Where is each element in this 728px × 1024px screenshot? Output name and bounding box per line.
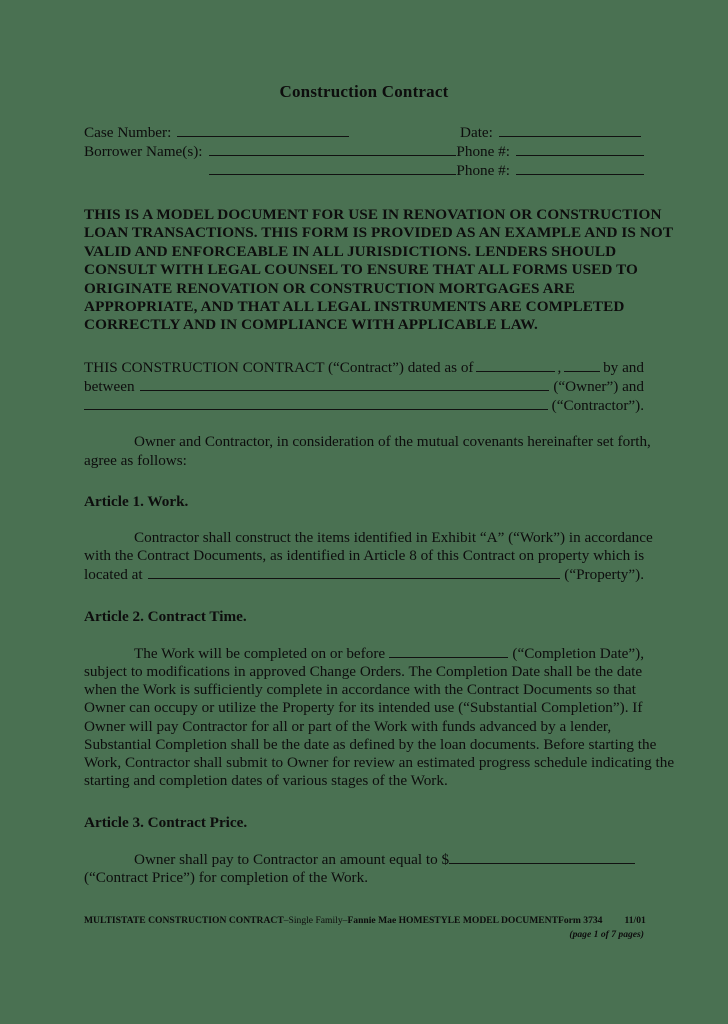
borrower-names-input-2[interactable]: [209, 161, 457, 175]
borrower-names-field-2[interactable]: [84, 161, 456, 180]
header-row-borrower-phone: [84, 142, 644, 161]
footer-title-part-2: Fannie Mae HOMESTYLE MODEL DOCUMENT: [347, 915, 558, 926]
article-2-line-1: [84, 644, 644, 663]
preamble-line-2: [84, 377, 644, 396]
date-label: Date:: [460, 124, 493, 141]
article-1-line-3: [84, 565, 644, 584]
phone-input-2[interactable]: [516, 161, 644, 175]
preamble-text-before: THIS CONSTRUCTION CONTRACT (“Contract”) dated as of: [84, 358, 474, 376]
contract-year-input[interactable]: [564, 358, 600, 372]
article-1-line-1: Contractor shall construct the items identified in Exhibit “A” (“Work”) in accordance: [134, 529, 653, 547]
completion-date-suffix: (“Completion Date”),: [512, 644, 644, 662]
article-2-heading: Article 2. Contract Time.: [84, 607, 247, 625]
page-footer: [84, 915, 644, 941]
article-2-line: Substantial Completion shall be the date as defined by the loan documents. Before starting the: [84, 735, 657, 753]
article-2-line: starting and completion dates of various stages of the Work.: [84, 772, 448, 790]
disclaimer-line: APPROPRIATE, AND THAT ALL LEGAL INSTRUMENTS ARE COMPLETED: [84, 298, 625, 316]
borrower-names-input[interactable]: [209, 142, 457, 156]
article-3-line-2: (“Contract Price”) for completion of the Work.: [84, 868, 369, 886]
page-title: Construction Contract: [279, 82, 449, 101]
owner-name-input[interactable]: [140, 377, 550, 391]
property-location-input[interactable]: [148, 565, 561, 579]
borrower-names-label: Borrower Name(s):: [84, 143, 203, 160]
article-2-line: Owner can occupy or utilize the Property for its intended use (“Substantial Completion”). If: [84, 699, 643, 717]
disclaimer-line: THIS IS A MODEL DOCUMENT FOR USE IN RENOVATION OR CONSTRUCTION: [84, 206, 662, 223]
article-1-line-2: with the Contract Documents, as identified in Article 8 of this Contract on property which is: [84, 547, 645, 565]
disclaimer-line: LOAN TRANSACTIONS. THIS FORM IS PROVIDED AS AN EXAMPLE AND IS NOT: [84, 224, 674, 242]
disclaimer-line: ORIGINATE RENOVATION OR CONSTRUCTION MORTGAGES ARE: [84, 279, 575, 297]
phone-label-1: Phone #:: [456, 143, 510, 160]
footer-main-row: [84, 915, 644, 927]
borrower-names-field[interactable]: [84, 142, 456, 161]
header-fields: [84, 123, 644, 180]
contract-price-label: Owner shall pay to Contractor an amount equal to $: [134, 850, 450, 868]
contractor-name-input[interactable]: [84, 396, 548, 410]
recital-line-2: agree as follows:: [84, 451, 187, 469]
header-row-case-date: [84, 123, 644, 142]
footer-form-number: Form 3734: [557, 915, 603, 926]
article-2-line: Owner will pay Contractor for all or part of the Work with funds advanced by a lender,: [84, 717, 612, 735]
article-1-body: [84, 529, 653, 585]
phone-field-1[interactable]: [456, 142, 644, 161]
recital-line-1: Owner and Contractor, in consideration of the mutual covenants hereinafter set forth,: [134, 433, 651, 451]
phone-label-2: Phone #:: [456, 162, 510, 179]
completion-date-input[interactable]: [389, 644, 508, 658]
preamble-line-1: [84, 358, 644, 377]
article-2-line: subject to modifications in approved Change Orders. The Completion Date shall be the date: [84, 663, 643, 681]
footer-subtitle: Single Family: [288, 915, 343, 926]
case-number-field[interactable]: [84, 123, 460, 142]
phone-input-1[interactable]: [516, 142, 644, 156]
article-3-body: [84, 850, 644, 887]
footer-form-date: 11/01: [624, 915, 646, 926]
preamble-block: [84, 358, 644, 416]
footer-dash-1: –: [283, 915, 289, 926]
article-2-line: Work, Contractor shall submit to Owner for review an estimated progress schedule indicating the: [84, 754, 675, 772]
case-number-input[interactable]: [177, 123, 349, 137]
article-1-heading: Article 1. Work.: [84, 492, 189, 510]
disclaimer-line: CORRECTLY AND IN COMPLIANCE WITH APPLICABLE LAW.: [84, 316, 538, 334]
property-suffix-text: (“Property”).: [564, 566, 644, 584]
header-row-borrower2-phone2: [84, 161, 644, 180]
document-page: [0, 82, 728, 1024]
preamble-contractor-text: (“Contractor”).: [551, 397, 644, 415]
contract-price-input[interactable]: [449, 850, 635, 864]
disclaimer-line: CONSULT WITH LEGAL COUNSEL TO ENSURE THAT ALL FORMS USED TO: [84, 261, 638, 279]
article-3-heading: Article 3. Contract Price.: [84, 813, 248, 831]
phone-field-2[interactable]: [456, 161, 644, 180]
preamble-between-label: between: [84, 378, 135, 396]
contract-date-input[interactable]: [476, 358, 554, 372]
footer-title-part-1: MULTISTATE CONSTRUCTION CONTRACT: [84, 915, 284, 926]
preamble-owner-text: (“Owner”) and: [553, 378, 644, 396]
preamble-line-3: [84, 396, 644, 415]
preamble-comma: ,: [557, 358, 562, 376]
date-input[interactable]: [499, 123, 641, 137]
article-3-line-1: [84, 850, 644, 869]
disclaimer-line: VALID AND ENFORCEABLE IN ALL JURISDICTIONS. LENDERS SHOULD: [84, 242, 617, 260]
disclaimer-block: [84, 206, 674, 335]
date-field[interactable]: [460, 123, 644, 142]
preamble-text-after: by and: [603, 358, 644, 376]
completion-date-label: The Work will be completed on or before: [134, 644, 386, 662]
recital-paragraph: [84, 433, 651, 469]
article-2-line: when the Work is sufficiently complete in accordance with the Contract Documents so that: [84, 681, 636, 699]
footer-dash-2: –: [342, 915, 348, 926]
property-location-label: located at: [84, 566, 143, 584]
article-2-body: [84, 644, 675, 791]
case-number-label: Case Number:: [84, 124, 172, 141]
footer-page-number: (page 1 of 7 pages): [569, 929, 644, 940]
